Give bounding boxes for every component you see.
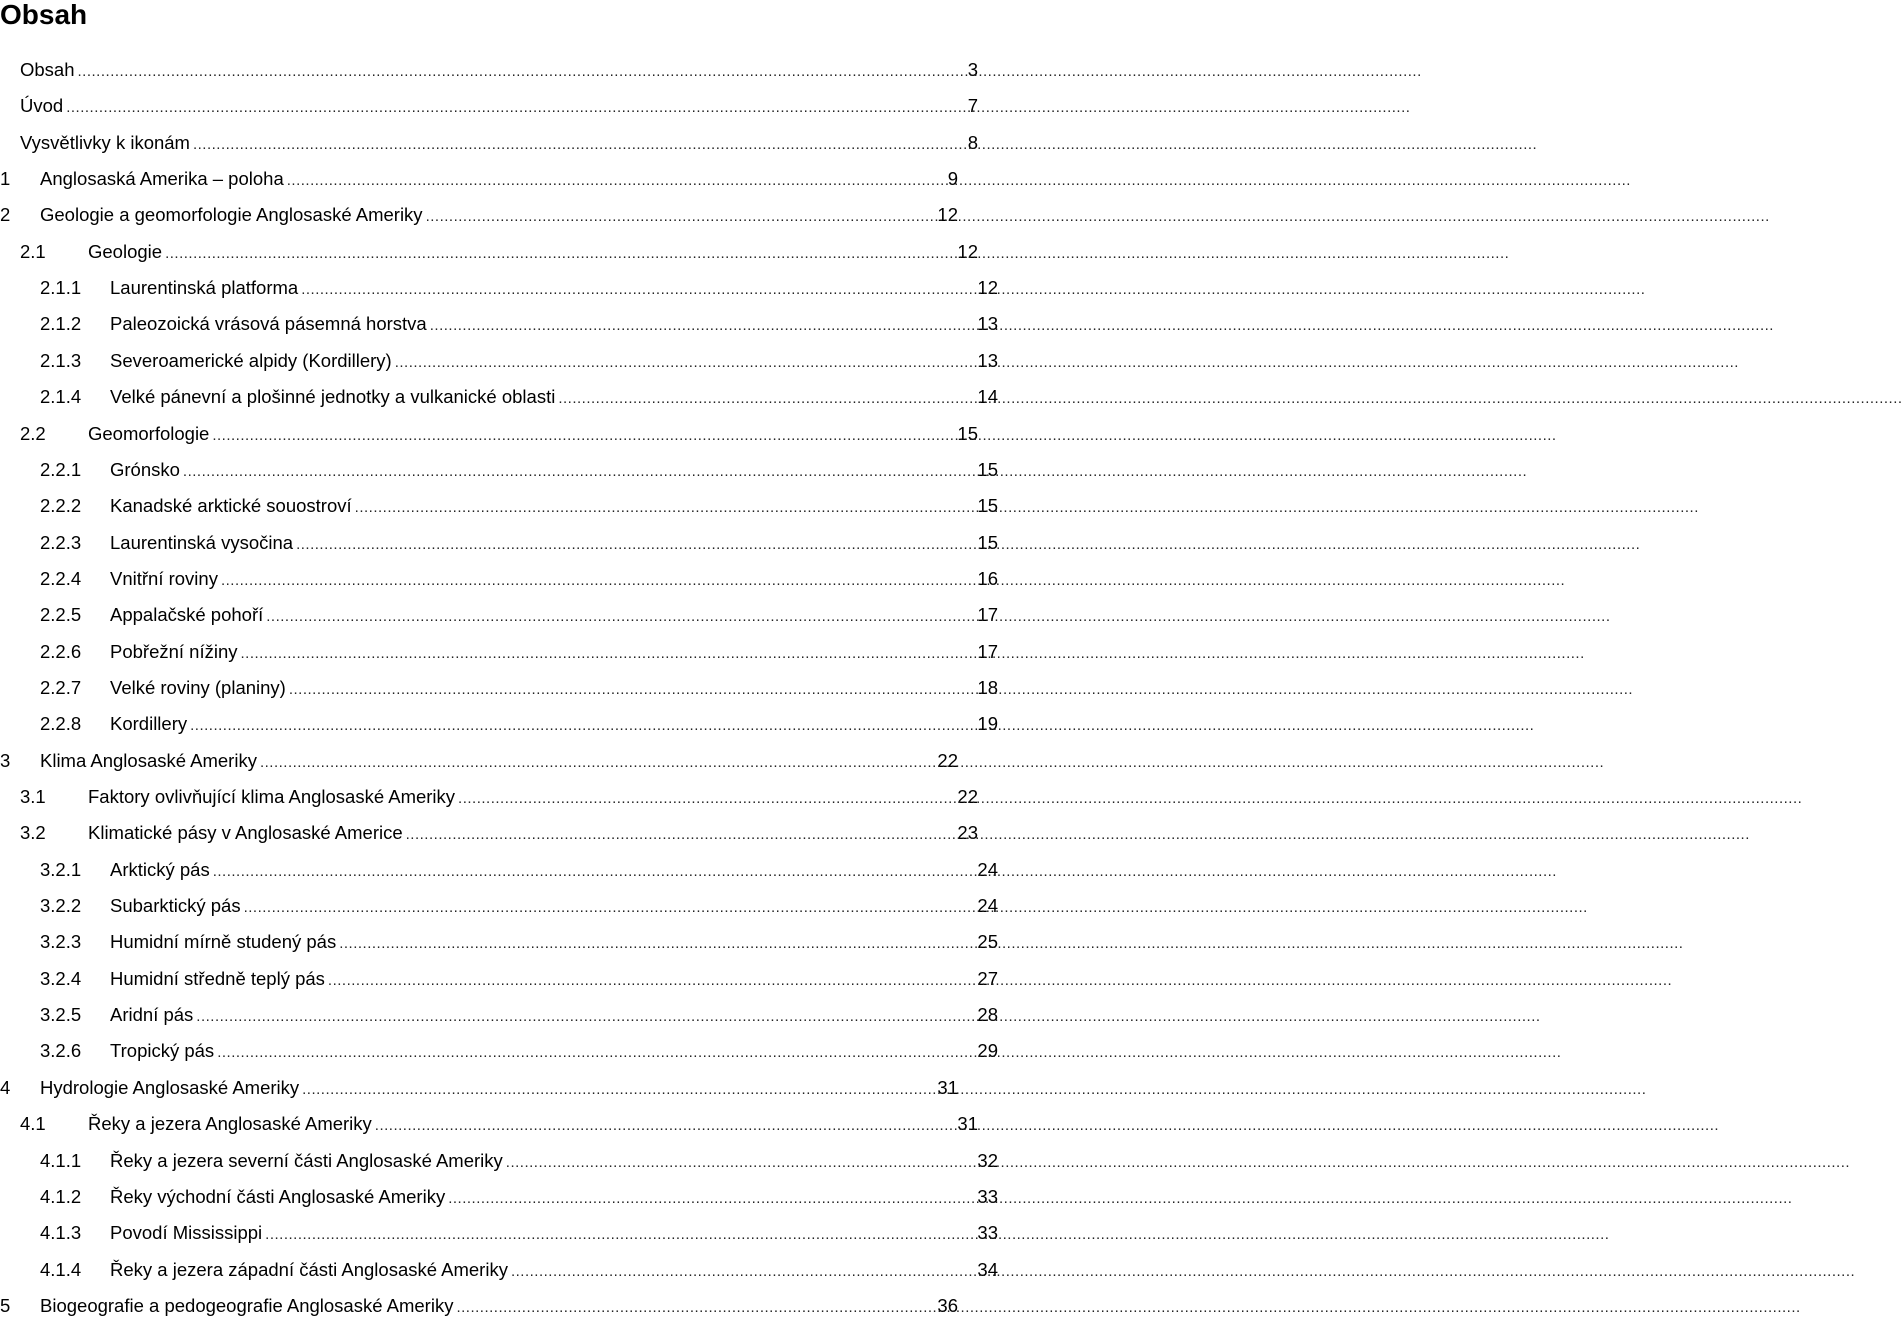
dot-leader (239, 642, 977, 662)
dot-leader (215, 1041, 976, 1061)
toc-entry-page: 24 (977, 858, 998, 880)
toc-entry[interactable] (0, 379, 1000, 415)
dot-leader (263, 1223, 976, 1243)
toc-entry-title: Povodí Mississippi (110, 1222, 263, 1244)
toc-entry-title: Appalačské pohoří (110, 604, 264, 626)
toc-entry-title: Subarktický pás (110, 895, 241, 917)
toc-entry-number: 4.1.1 (40, 1149, 82, 1171)
toc-entry-number: 2.2.6 (40, 640, 82, 662)
toc-entry-title: Hydrologie Anglosaské Ameriky (40, 1076, 300, 1098)
toc-entry-number: 1 (0, 168, 11, 190)
toc-entry-number: 3.2.3 (40, 931, 82, 953)
toc-entry-title: Řeky a jezera západní části Anglosaské Ameriky (110, 1258, 508, 1280)
toc-entry-title: Klima Anglosaské Ameriky (40, 749, 257, 771)
toc-entry-title: Humidní středně teplý pás (110, 967, 325, 989)
toc-entry-number: 2.1.3 (40, 349, 82, 371)
toc-entry-title: Vnitřní roviny (110, 567, 218, 589)
dot-leader (76, 60, 967, 80)
dot-leader (454, 1296, 936, 1316)
toc-entry-number: 3.2.1 (40, 858, 82, 880)
toc-entry-title: Kordillery (110, 713, 188, 735)
toc-entry-page: 15 (977, 458, 998, 480)
toc-entry-page: 29 (977, 1040, 998, 1062)
dot-leader (64, 96, 967, 116)
toc-entry[interactable] (0, 488, 1000, 524)
toc-entry-number: 4.1.4 (40, 1258, 82, 1280)
toc-entry-page: 33 (977, 1222, 998, 1244)
toc-entry-page: 28 (977, 1004, 998, 1026)
dot-leader (264, 605, 976, 625)
toc-entry[interactable] (0, 924, 1000, 960)
toc-entry-title: Laurentinská vysočina (110, 531, 294, 553)
toc-entry[interactable] (0, 1215, 1000, 1251)
toc-entry[interactable] (0, 670, 1000, 706)
toc-entry-number: 2.2.5 (40, 604, 82, 626)
toc-entry-title: Velké pánevní a plošinné jednotky a vulkanické oblasti (110, 386, 556, 408)
toc-entry-page: 23 (957, 822, 978, 844)
toc-entry-page: 25 (977, 931, 998, 953)
dot-leader (404, 823, 957, 843)
toc-entry[interactable] (0, 1143, 1000, 1179)
toc-entry-title: Klimatické pásy v Anglosaské Americe (88, 822, 403, 844)
toc-entry[interactable] (0, 270, 1000, 306)
toc-entry[interactable] (0, 961, 1000, 997)
dot-leader (188, 714, 976, 734)
toc-entry[interactable] (0, 815, 980, 851)
dot-leader (258, 751, 936, 771)
toc-entry-number: 5 (0, 1294, 11, 1316)
toc-entry-number: 2.1.2 (40, 313, 82, 335)
toc-entry-title: Kanadské arktické souostroví (110, 495, 352, 517)
toc-entry[interactable] (0, 1106, 980, 1142)
page-title: Obsah (0, 0, 88, 30)
toc-entry-number: 3.2 (20, 822, 46, 844)
toc-entry-page: 15 (977, 531, 998, 553)
dot-leader (299, 278, 976, 298)
toc-entry-title: Velké roviny (planiny) (110, 676, 286, 698)
toc-entry-title: Pobřežní nížiny (110, 640, 238, 662)
toc-entry[interactable] (0, 597, 1000, 633)
toc-entry-number: 2.1.4 (40, 386, 82, 408)
dot-leader (337, 932, 976, 952)
toc-entry-title: Vysvětlivky k ikonám (20, 131, 190, 153)
toc-entry-title: Aridní pás (110, 1004, 194, 1026)
toc-entry-page: 13 (977, 313, 998, 335)
toc-entry-title: Geologie (88, 240, 163, 262)
toc-entry-page: 19 (977, 713, 998, 735)
dot-leader (373, 1114, 957, 1134)
dot-leader (509, 1260, 976, 1280)
toc-entry-number: 4.1 (20, 1113, 46, 1135)
toc-entry-number: 4.1.2 (40, 1185, 82, 1207)
toc-entry[interactable] (0, 706, 1000, 742)
toc-entry[interactable] (0, 452, 1000, 488)
toc-entry-number: 2.2.7 (40, 676, 82, 698)
dot-leader (446, 1187, 976, 1207)
toc-entry-page: 36 (937, 1294, 958, 1316)
dot-leader (294, 533, 976, 553)
toc-entry[interactable] (0, 743, 960, 779)
toc-entry-number: 2.1 (20, 240, 46, 262)
toc-entry[interactable] (0, 852, 1000, 888)
toc-entry-page: 33 (977, 1185, 998, 1207)
toc-entry-title: Úvod (20, 95, 64, 117)
toc-entry[interactable] (0, 125, 980, 161)
toc-entry-page: 12 (977, 277, 998, 299)
toc-entry-page: 8 (967, 131, 978, 153)
toc-entry-title: Paleozoická vrásová pásemná horstva (110, 313, 427, 335)
toc-entry-number: 3.2.5 (40, 1004, 82, 1026)
toc-entry[interactable] (0, 52, 980, 88)
dot-leader (242, 896, 977, 916)
dot-leader (504, 1151, 977, 1171)
toc-entry-number: 3.2.6 (40, 1040, 82, 1062)
toc-entry[interactable] (0, 634, 1000, 670)
dot-leader (210, 424, 956, 444)
toc-entry-page: 22 (937, 749, 958, 771)
toc-entry-page: 27 (977, 967, 998, 989)
toc-entry-page: 16 (977, 567, 998, 589)
dot-leader (326, 969, 977, 989)
toc-entry-number: 2.2.2 (40, 495, 82, 517)
dot-leader (424, 205, 937, 225)
toc-entry-title: Humidní mírně studený pás (110, 931, 337, 953)
toc-entry-page: 14 (977, 386, 998, 408)
toc-entry-number: 2.1.1 (40, 277, 82, 299)
toc-entry-number: 3.2.2 (40, 895, 82, 917)
toc-entry-number: 2.2.8 (40, 713, 82, 735)
toc-entry-page: 17 (977, 604, 998, 626)
toc-entry[interactable] (0, 1288, 960, 1324)
toc-entry-page: 15 (977, 495, 998, 517)
dot-leader (393, 351, 977, 371)
toc-entry[interactable] (0, 888, 1000, 924)
toc-entry-number: 2 (0, 204, 11, 226)
dot-leader (211, 860, 977, 880)
toc-entry[interactable] (0, 1252, 1000, 1288)
toc-entry-number: 4 (0, 1076, 11, 1098)
toc-entry[interactable] (0, 306, 1000, 342)
dot-leader (181, 460, 977, 480)
toc-entry-title: Biogeografie a pedogeografie Anglosaské Ameriky (40, 1294, 454, 1316)
dot-leader (456, 787, 956, 807)
toc-entry-page: 12 (957, 240, 978, 262)
toc-entry[interactable] (0, 197, 960, 233)
toc-entry-number: 2.2.3 (40, 531, 82, 553)
toc-entry[interactable] (0, 416, 980, 452)
toc-entry-title: Faktory ovlivňující klima Anglosaské Ameriky (88, 786, 456, 807)
dot-leader (300, 1078, 936, 1098)
dot-leader (353, 496, 977, 516)
toc-entry-title: Arktický pás (110, 858, 210, 880)
toc-entry-title: Tropický pás (110, 1040, 215, 1062)
toc-entry[interactable] (0, 343, 1000, 379)
toc-entry-title: Severoamerické alpidy (Kordillery) (110, 349, 392, 371)
dot-leader (219, 569, 976, 589)
toc-entry-page: 18 (977, 676, 998, 698)
toc-entry-title: Řeky a jezera severní části Anglosaské Ameriky (110, 1149, 503, 1171)
toc-entry[interactable] (0, 1033, 1000, 1069)
toc-entry-page: 31 (957, 1113, 978, 1135)
toc-entry[interactable] (0, 88, 980, 124)
toc-entry-page: 34 (977, 1258, 998, 1280)
toc-entry-title: Geologie a geomorfologie Anglosaské Ameriky (40, 204, 423, 226)
toc-entry-number: 3 (0, 749, 11, 771)
toc-entry[interactable] (0, 234, 980, 270)
toc-entry-page: 7 (967, 95, 978, 117)
dot-leader (163, 242, 956, 262)
toc-entry-title: Řeky východní části Anglosaské Ameriky (110, 1185, 446, 1207)
dot-leader (191, 133, 967, 153)
toc-entry-number: 3.1 (20, 786, 46, 807)
toc-entry[interactable] (0, 1179, 1000, 1215)
toc-entry-number: 4.1.3 (40, 1222, 82, 1244)
toc-entry[interactable] (0, 997, 1000, 1033)
toc-entry-page: 15 (957, 422, 978, 444)
toc-entry[interactable] (0, 561, 1000, 597)
toc-entry[interactable] (0, 1070, 960, 1106)
toc-entry-title: Anglosaská Amerika – poloha (40, 168, 284, 190)
toc-entry-title: Geomorfologie (88, 422, 210, 444)
toc-entry-page: 32 (977, 1149, 998, 1171)
dot-leader (194, 1005, 976, 1025)
toc-entry-title: Obsah (20, 59, 75, 80)
toc-entry-title: Grónsko (110, 458, 180, 480)
toc-entry-page: 13 (977, 349, 998, 371)
toc-entry-number: 2.2.4 (40, 567, 82, 589)
toc-entry-page: 24 (977, 895, 998, 917)
toc-entry-title: Laurentinská platforma (110, 277, 299, 299)
dot-leader (285, 169, 947, 189)
toc-entry-page: 22 (957, 786, 978, 807)
dot-leader (428, 314, 977, 334)
toc-entry[interactable] (0, 779, 980, 815)
toc-entry[interactable] (0, 525, 1000, 561)
toc-entry-title: Řeky a jezera Anglosaské Ameriky (88, 1113, 372, 1135)
toc-entry-number: 3.2.4 (40, 967, 82, 989)
dot-leader (556, 387, 976, 407)
toc-entry-number: 2.2.1 (40, 458, 82, 480)
toc-entry-number: 2.2 (20, 422, 46, 444)
toc-entry-page: 31 (937, 1076, 958, 1098)
toc-entry-page: 17 (977, 640, 998, 662)
toc-entry[interactable] (0, 161, 960, 197)
dot-leader (287, 678, 977, 698)
toc-entry-page: 9 (947, 168, 958, 190)
toc-entry-page: 12 (937, 204, 958, 226)
toc-entry-page: 3 (967, 59, 978, 80)
